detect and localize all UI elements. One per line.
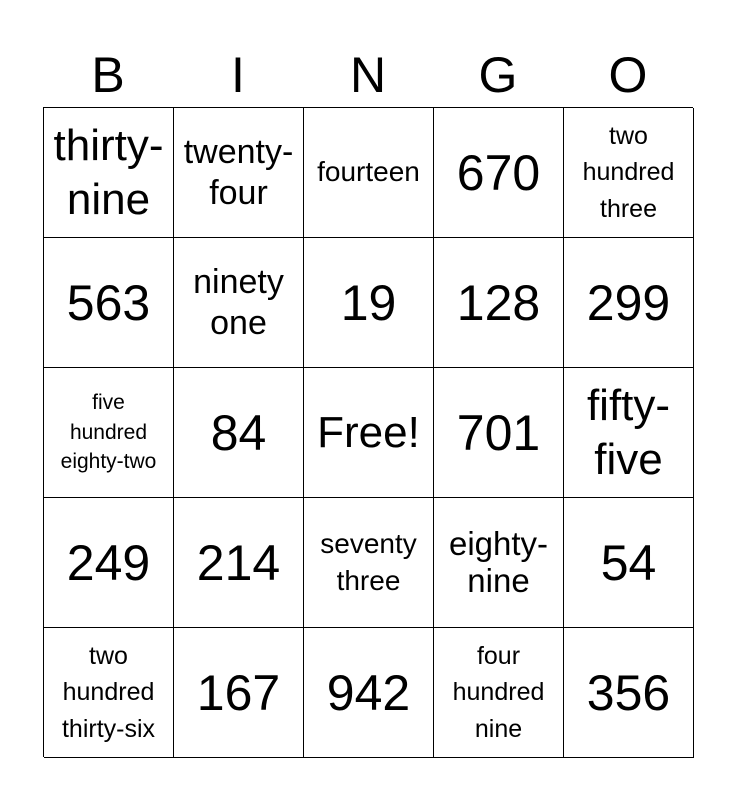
cell-text: 54 — [600, 534, 657, 591]
bingo-cell[interactable] — [564, 628, 694, 758]
cell-text: four hundred nine — [452, 642, 545, 743]
bingo-cell[interactable] — [304, 238, 434, 368]
cell-text: seventy three — [320, 528, 417, 596]
cell-text: 563 — [66, 274, 151, 331]
bingo-cell[interactable] — [44, 628, 174, 758]
cell-text: fourteen — [317, 156, 420, 188]
bingo-cell[interactable] — [174, 498, 304, 628]
bingo-cell[interactable] — [434, 238, 564, 368]
bingo-cell[interactable] — [174, 238, 304, 368]
cell-text: 299 — [586, 274, 671, 331]
bingo-cell[interactable] — [44, 498, 174, 628]
bingo-header — [43, 44, 693, 106]
cell-text: twenty- four — [183, 132, 294, 212]
bingo-cell[interactable] — [434, 498, 564, 628]
header-letter-o: O — [608, 47, 648, 103]
bingo-cell[interactable] — [564, 108, 694, 238]
header-letter-g: G — [478, 47, 518, 103]
cell-text: 128 — [456, 274, 541, 331]
bingo-cell[interactable] — [174, 368, 304, 498]
bingo-cell[interactable] — [434, 368, 564, 498]
cell-text: two hundred three — [582, 122, 675, 223]
cell-text: eighty- nine — [448, 524, 549, 599]
cell-text: 249 — [66, 534, 151, 591]
cell-text: 356 — [586, 664, 671, 721]
cell-text: 214 — [196, 534, 281, 591]
free-space-cell[interactable] — [304, 368, 434, 498]
cell-text: ninety one — [193, 262, 284, 342]
cell-text: 19 — [340, 274, 397, 331]
bingo-cell[interactable] — [434, 108, 564, 238]
free-space-text: Free! — [317, 407, 420, 457]
bingo-cell[interactable] — [304, 628, 434, 758]
cell-text: 942 — [326, 664, 411, 721]
cell-text: fifty- five — [586, 380, 671, 484]
cell-text: two hundred thirty-six — [61, 642, 156, 743]
cell-text: thirty- nine — [53, 120, 164, 224]
bingo-cell[interactable] — [174, 628, 304, 758]
bingo-cell[interactable] — [304, 498, 434, 628]
bingo-cell[interactable] — [304, 108, 434, 238]
header-letter-n: N — [349, 47, 387, 103]
cell-text: 84 — [210, 404, 267, 461]
header-letter-b: B — [91, 47, 125, 103]
bingo-cell[interactable] — [564, 238, 694, 368]
cell-text: 670 — [456, 144, 541, 201]
bingo-cell[interactable] — [44, 368, 174, 498]
bingo-board — [43, 107, 693, 757]
cell-text: 167 — [196, 664, 281, 721]
bingo-cell[interactable] — [44, 238, 174, 368]
bingo-cell[interactable] — [564, 368, 694, 498]
header-letter-i: I — [231, 47, 245, 103]
cell-text: 701 — [456, 404, 541, 461]
bingo-cell[interactable] — [564, 498, 694, 628]
bingo-cell[interactable] — [434, 628, 564, 758]
bingo-cell[interactable] — [174, 108, 304, 238]
bingo-cell[interactable] — [44, 108, 174, 238]
cell-text: five hundred eighty-two — [60, 391, 157, 474]
